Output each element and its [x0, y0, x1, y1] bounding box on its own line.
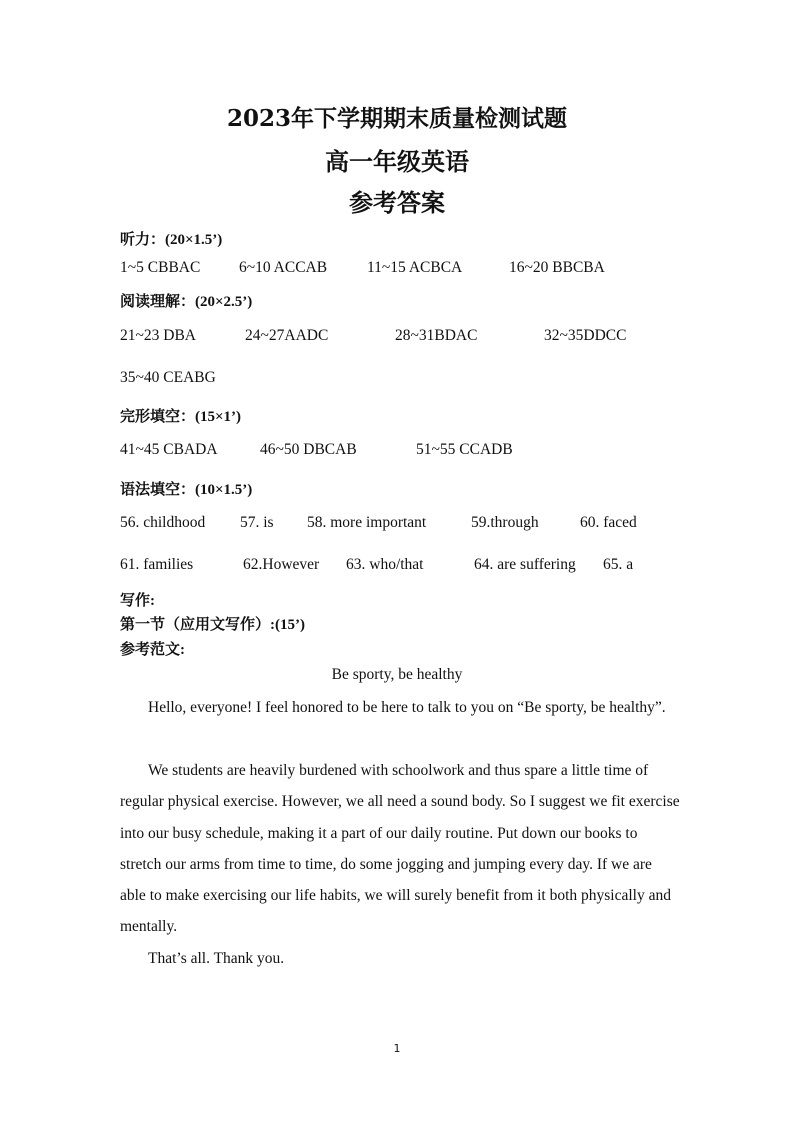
answer-group: 6~10 ACCAB: [239, 259, 328, 276]
document-subtitle-grade: 高一年级英语: [325, 147, 469, 176]
essay-paragraph-text: Hello, everyone! I feel honored to be here to talk to you on “Be sporty, be healthy”.: [148, 699, 666, 716]
answer-group: 28~31BDAC: [395, 327, 478, 344]
answer-group: 16~20 BBCBA: [509, 259, 605, 276]
answer-group: 35~40 CEABG: [120, 369, 216, 386]
answer-group: 24~27AADC: [245, 327, 329, 344]
essay-title: Be sporty, be healthy: [331, 666, 463, 683]
answer-group: 41~45 CBADA: [120, 441, 218, 458]
essay-paragraph-text: That’s all. Thank you.: [148, 950, 285, 967]
reading-heading: 阅读理解：(20×2.5’): [120, 294, 253, 310]
answer-item: 58. more important: [307, 514, 427, 531]
answer-item: 56. childhood: [120, 514, 206, 531]
writing-heading: 写作:: [120, 593, 155, 609]
answer-group: 51~55 CCADB: [416, 441, 513, 458]
answer-group: 11~15 ACBCA: [367, 259, 463, 276]
page-number: 1: [393, 1042, 401, 1055]
essay-paragraph: [120, 943, 680, 974]
answer-item: 59.through: [471, 514, 539, 531]
listening-heading: 听力：(20×1.5’): [120, 232, 223, 248]
writing-section1-heading: 第一节（应用文写作）:(15’): [120, 617, 305, 633]
document-title: 2023年下学期期末质量检测试题: [226, 105, 567, 132]
document-subtitle-answers: 参考答案: [349, 188, 445, 217]
answer-item: 65. a: [603, 556, 634, 573]
answer-item: 64. are suffering: [474, 556, 576, 573]
answer-item: 57. is: [240, 514, 274, 531]
answer-group: 46~50 DBCAB: [260, 441, 357, 458]
answer-item: 61. families: [120, 556, 194, 573]
essay-paragraph-text: We students are heavily burdened with schoolwork and thus spare a little time of regular physical exercise. However, we all need a sound body. So I suggest we fit exercise into our busy schedule, making it a part of our daily routine. Put down our books to stretch our arms from time to time, do some jogging and jumping every day. If we are able to make exercising our life habits, we will surely benefit from it both physically and mentally.: [120, 762, 680, 936]
essay-paragraph: [120, 755, 680, 943]
answer-item: 60. faced: [580, 514, 637, 531]
answer-group: 1~5 CBBAC: [120, 259, 201, 276]
cloze-heading: 完形填空：(15×1’): [120, 409, 242, 425]
answer-group: 21~23 DBA: [120, 327, 196, 344]
grammar-heading: 语法填空：(10×1.5’): [120, 482, 253, 498]
sample-essay-label: 参考范文:: [120, 642, 185, 658]
answer-item: 62.However: [243, 556, 320, 573]
essay-paragraph: [120, 692, 680, 723]
answer-item: 63. who/that: [346, 556, 424, 573]
answer-group: 32~35DDCC: [544, 327, 627, 344]
